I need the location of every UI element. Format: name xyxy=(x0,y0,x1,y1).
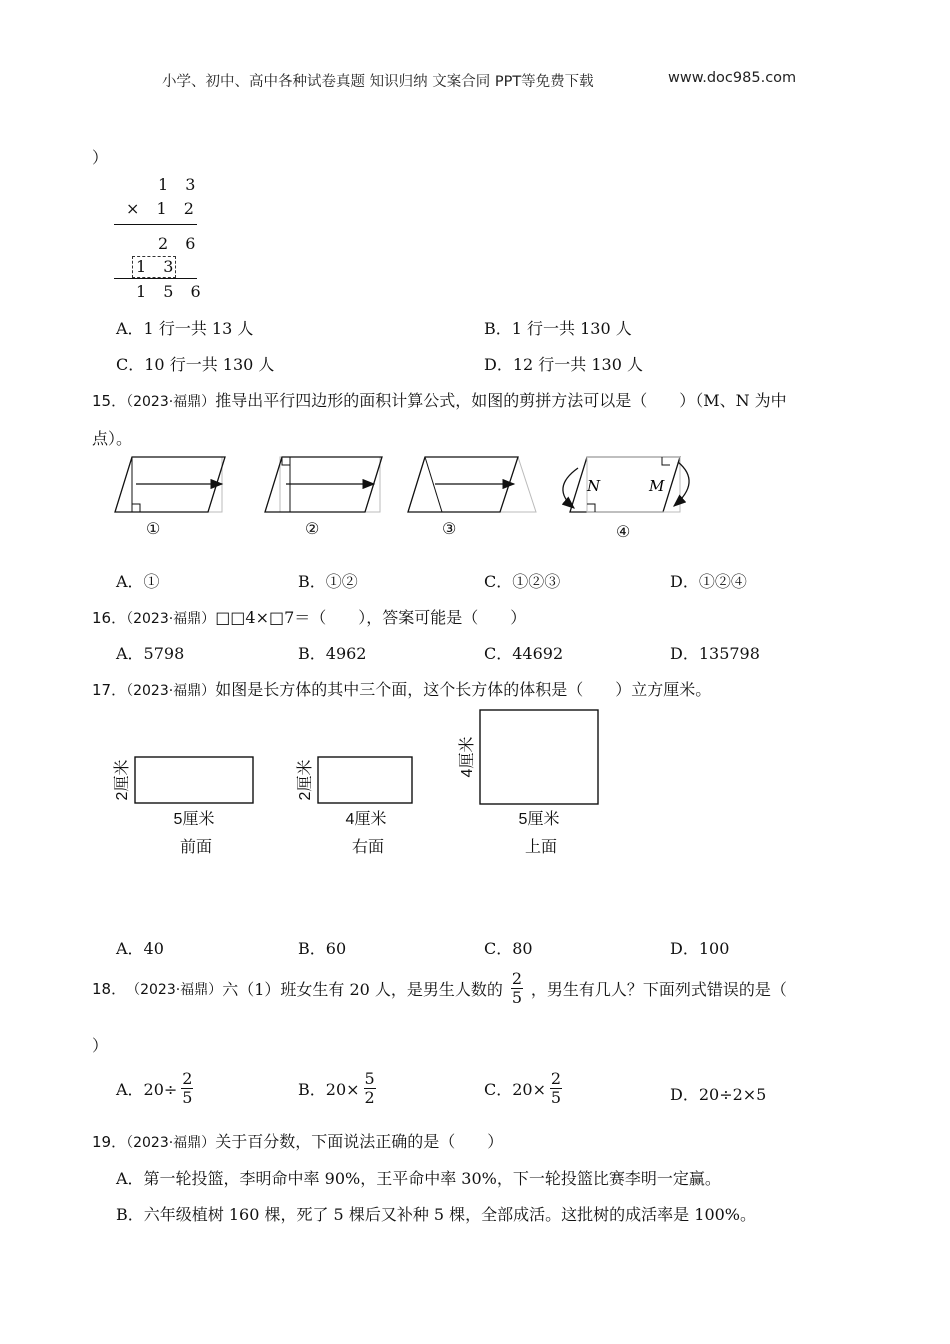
frac-den: 2 xyxy=(364,1088,375,1107)
q19-number: 19． xyxy=(92,1133,127,1151)
q16-option-b[interactable]: B．4962 xyxy=(298,644,367,663)
q16-option-d[interactable]: D．135798 xyxy=(670,644,760,663)
q18-option-c[interactable] xyxy=(484,1070,566,1107)
q18-frac-num: 2 xyxy=(511,969,522,988)
right-bottom-label: 4厘米 xyxy=(345,811,387,828)
q16-option-c[interactable]: C．44692 xyxy=(484,644,564,663)
q17-option-c[interactable]: C．80 xyxy=(484,939,533,958)
q19-text: 关于百分数，下面说法正确的是（ ） xyxy=(215,1132,504,1151)
q19-option-a[interactable]: A．第一轮投篮，李明命中率 90%，王平命中率 30%，下一轮投篮比赛李明一定赢。 xyxy=(116,1169,721,1188)
figure-3-label: ③ xyxy=(442,519,457,538)
q14-tail: ） xyxy=(92,148,109,167)
figure-2 xyxy=(265,457,382,512)
q15-option-b[interactable]: B．①② xyxy=(298,572,358,591)
q18-frac-den: 5 xyxy=(511,988,522,1007)
q18-fraction xyxy=(511,970,523,1007)
q18-number: 18． xyxy=(92,980,127,998)
q17-text: 如图是长方体的其中三个面，这个长方体的体积是（ ）立方厘米。 xyxy=(215,680,712,699)
calc-row-1: 1 3 xyxy=(158,175,202,194)
q18-option-a[interactable] xyxy=(116,1070,197,1107)
q18-option-b[interactable] xyxy=(298,1070,380,1107)
point-n-label: N xyxy=(587,477,601,495)
q15-option-c[interactable]: C．①②③ xyxy=(484,572,561,591)
q16-option-a[interactable]: A．5798 xyxy=(116,644,185,663)
calc-row-4: 1 3 xyxy=(136,257,180,276)
right-face-name: 右面 xyxy=(351,837,385,856)
frac-den: 5 xyxy=(182,1088,193,1107)
top-face-rect xyxy=(480,710,598,804)
frac-num: 2 xyxy=(550,1069,562,1088)
point-m-label: M xyxy=(649,477,665,495)
q18-text-a: 六（1）班女生有 20 人，是男生人数的 xyxy=(222,980,503,999)
figure-4 xyxy=(563,457,689,512)
q15-option-a[interactable]: A．① xyxy=(116,572,160,591)
q15-number: 15． xyxy=(92,392,127,410)
q15-option-d[interactable]: D．①②④ xyxy=(670,572,747,591)
q18-stem xyxy=(92,970,787,1007)
figure-1-label: ① xyxy=(146,519,161,538)
front-face-name: 前面 xyxy=(179,837,213,856)
q19-stem xyxy=(92,1129,503,1152)
q17-option-d[interactable]: D．100 xyxy=(670,939,730,958)
q16-stem xyxy=(92,605,526,628)
q18-option-a-prefix: A．20÷ xyxy=(116,1080,178,1099)
figure-1 xyxy=(115,457,225,512)
q14-option-a[interactable]: A．1 行一共 13 人 xyxy=(116,319,254,338)
q17-option-a[interactable]: A．40 xyxy=(116,939,164,958)
header-text: 小学、初中、高中各种试卷真题 知识归纳 文案合同 PPT等免费下载 xyxy=(162,74,594,90)
q18-source: （2023·福鼎） xyxy=(126,981,223,998)
q17-option-b[interactable]: B．60 xyxy=(298,939,347,958)
q17-source: （2023·福鼎） xyxy=(126,683,216,699)
q17-figures xyxy=(100,700,620,865)
figure-3 xyxy=(408,457,536,512)
q18-tail: ） xyxy=(92,1036,109,1055)
q16-source: （2023·福鼎） xyxy=(126,611,216,627)
figure-4-label: ④ xyxy=(616,522,631,541)
q18-option-b-prefix: B．20× xyxy=(298,1080,360,1099)
top-face-name: 上面 xyxy=(524,837,558,856)
q18-option-c-prefix: C．20× xyxy=(484,1080,547,1099)
q18-option-c-frac xyxy=(550,1070,562,1107)
calc-line-1 xyxy=(114,224,197,225)
q18-option-a-frac xyxy=(181,1070,193,1107)
q18-text-b: ，男生有几人？下面列式错误的是（ xyxy=(530,980,787,999)
q16-number: 16． xyxy=(92,609,127,627)
q15-source: （2023·福鼎） xyxy=(126,394,216,410)
right-side-label: 2厘米 xyxy=(297,759,314,801)
q17-stem xyxy=(92,677,711,700)
q19-source: （2023·福鼎） xyxy=(126,1135,216,1151)
q16-text: □□4×□7＝（ ），答案可能是（ ） xyxy=(215,608,527,627)
frac-den: 5 xyxy=(550,1088,562,1107)
calc-row-3: 2 6 xyxy=(158,234,202,253)
front-bottom-label: 5厘米 xyxy=(173,811,215,828)
q15-text-cont: 点）。 xyxy=(92,429,133,448)
q14-option-d[interactable]: D．12 行一共 130 人 xyxy=(484,355,643,374)
calc-row-5: 1 5 6 xyxy=(136,282,207,301)
q18-option-b-frac xyxy=(364,1070,376,1107)
right-face-rect xyxy=(318,757,412,803)
q15-stem xyxy=(92,388,787,411)
q19-option-b[interactable]: B．六年级植树 160 棵，死了 5 棵后又补种 5 棵，全部成活。这批树的成活率是 100%。 xyxy=(116,1205,757,1224)
frac-num: 2 xyxy=(182,1069,193,1088)
q14-option-b[interactable]: B．1 行一共 130 人 xyxy=(484,319,632,338)
calc-line-2 xyxy=(114,278,197,279)
figure-2-label: ② xyxy=(305,519,320,538)
header-url[interactable]: www.doc985.com xyxy=(668,70,797,86)
top-side-label: 4厘米 xyxy=(459,736,476,778)
calc-row-2: × 1 2 xyxy=(126,199,200,218)
q15-text: 推导出平行四边形的面积计算公式，如图的剪拼方法可以是（ ）（M、N 为中 xyxy=(215,391,787,410)
q14-option-c[interactable]: C．10 行一共 130 人 xyxy=(116,355,275,374)
front-side-label: 2厘米 xyxy=(114,759,131,801)
q18-option-d[interactable]: D．20÷2×5 xyxy=(670,1085,767,1104)
frac-num: 5 xyxy=(364,1069,375,1088)
q17-number: 17． xyxy=(92,681,127,699)
top-bottom-label: 5厘米 xyxy=(518,811,560,828)
front-face-rect xyxy=(135,757,253,803)
